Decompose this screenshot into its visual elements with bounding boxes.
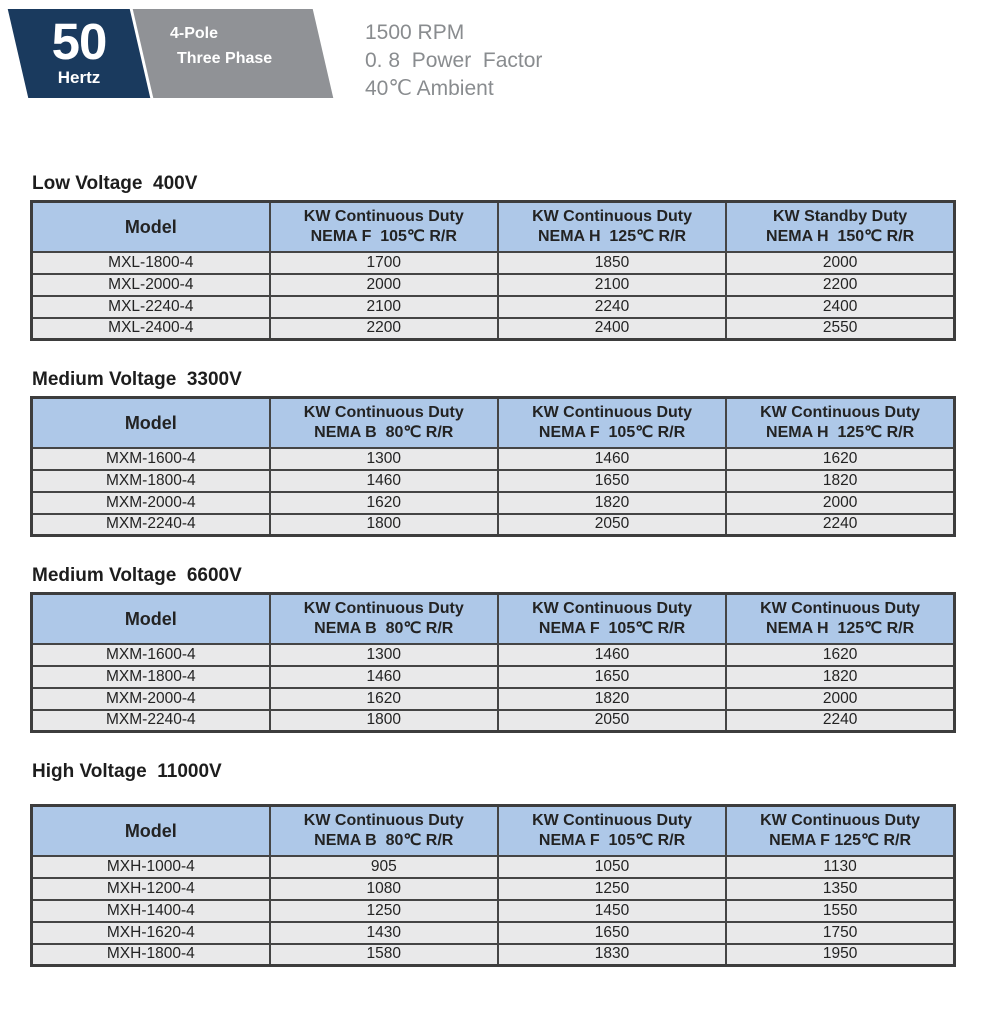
model-cell: MXM-2000-4: [32, 688, 270, 710]
column-header-line: KW Continuous Duty: [303, 811, 464, 829]
value-cell: 2000: [270, 274, 498, 296]
table-row: [32, 470, 955, 492]
spec-table: [30, 396, 956, 537]
model-column-header: [32, 398, 270, 448]
model-cell: MXM-1600-4: [32, 448, 270, 470]
column-header: [726, 594, 954, 644]
column-header-line: KW Continuous Duty: [303, 207, 464, 225]
value-cell: 1300: [270, 644, 498, 666]
column-header: [270, 806, 498, 856]
column-header-line: NEMA H 125℃ R/R: [538, 227, 687, 245]
header-row: [32, 594, 955, 644]
spec-line-ambient: 40℃ Ambient: [365, 77, 494, 100]
spec-table: [30, 804, 956, 967]
spec-line-power-factor: 0. 8 Power Factor: [365, 49, 543, 72]
value-cell: 2200: [726, 274, 954, 296]
column-header-line: KW Continuous Duty: [303, 599, 464, 617]
value-cell: 1130: [726, 856, 954, 878]
value-cell: 1250: [270, 900, 498, 922]
table-row: [32, 856, 955, 878]
table-row: [32, 274, 955, 296]
value-cell: 1650: [498, 470, 726, 492]
model-cell: MXL-2400-4: [32, 318, 270, 340]
value-cell: 1820: [498, 492, 726, 514]
value-cell: 1620: [270, 688, 498, 710]
column-header-line: KW Continuous Duty: [760, 811, 921, 829]
table-row: [32, 644, 955, 666]
column-header: [726, 398, 954, 448]
column-header-line: KW Continuous Duty: [532, 811, 693, 829]
column-header: [498, 398, 726, 448]
column-header-line: KW Continuous Duty: [532, 403, 693, 421]
spec-summary: [365, 19, 542, 103]
value-cell: 1050: [498, 856, 726, 878]
column-header-line: KW Standby Duty: [772, 207, 908, 225]
model-cell: MXH-1000-4: [32, 856, 270, 878]
value-cell: 2240: [726, 514, 954, 536]
model-cell: MXH-1620-4: [32, 922, 270, 944]
value-cell: 1350: [726, 878, 954, 900]
column-header-line: NEMA H 125℃ R/R: [766, 619, 915, 637]
model-cell: MXH-1800-4: [32, 944, 270, 966]
table-row: [32, 296, 955, 318]
header-row: [32, 806, 955, 856]
value-cell: 1460: [270, 470, 498, 492]
spec-line-rpm: 1500 RPM: [365, 21, 465, 44]
value-cell: 1850: [498, 252, 726, 274]
column-header-line: Model: [124, 820, 177, 841]
table-row: [32, 710, 955, 732]
model-cell: MXM-2240-4: [32, 710, 270, 732]
model-column-header: [32, 202, 270, 252]
table-section: [30, 174, 956, 341]
spec-table: [30, 592, 956, 733]
value-cell: 1800: [270, 710, 498, 732]
value-cell: 1080: [270, 878, 498, 900]
value-cell: 1800: [270, 514, 498, 536]
header-row: [32, 398, 955, 448]
model-cell: MXM-2240-4: [32, 514, 270, 536]
column-header-line: NEMA B 80℃ R/R: [314, 423, 454, 441]
model-column-header: [32, 594, 270, 644]
model-cell: MXM-1800-4: [32, 666, 270, 688]
section-title: Low Voltage 400V: [32, 173, 198, 194]
phase-label: Three Phase: [177, 50, 273, 67]
value-cell: 1250: [498, 878, 726, 900]
value-cell: 1460: [498, 644, 726, 666]
value-cell: 1620: [726, 448, 954, 470]
pole-phase-text: [170, 24, 272, 69]
column-header: [270, 594, 498, 644]
value-cell: 905: [270, 856, 498, 878]
column-header-line: NEMA F 105℃ R/R: [538, 619, 686, 637]
table-row: [32, 878, 955, 900]
value-cell: 1830: [498, 944, 726, 966]
value-cell: 2400: [498, 318, 726, 340]
spec-table: [30, 200, 956, 341]
section-title: Medium Voltage 6600V: [32, 565, 242, 586]
column-header: [726, 202, 954, 252]
table-row: [32, 688, 955, 710]
table-section: [30, 370, 956, 537]
model-cell: MXH-1400-4: [32, 900, 270, 922]
value-cell: 2240: [726, 710, 954, 732]
frequency-value: 50: [51, 13, 107, 70]
value-cell: 1650: [498, 922, 726, 944]
column-header-line: KW Continuous Duty: [760, 599, 921, 617]
value-cell: 1820: [726, 470, 954, 492]
value-cell: 2240: [498, 296, 726, 318]
column-header-line: NEMA B 80℃ R/R: [314, 619, 454, 637]
value-cell: 2050: [498, 514, 726, 536]
header-row: [32, 202, 955, 252]
column-header: [270, 398, 498, 448]
table-row: [32, 944, 955, 966]
model-cell: MXM-1600-4: [32, 644, 270, 666]
table-row: [32, 448, 955, 470]
value-cell: 2000: [726, 492, 954, 514]
frequency-unit: Hertz: [57, 68, 101, 87]
column-header-line: NEMA H 150℃ R/R: [766, 227, 915, 245]
table-row: [32, 666, 955, 688]
column-header-line: KW Continuous Duty: [532, 599, 693, 617]
value-cell: 1820: [498, 688, 726, 710]
column-header-line: NEMA F 105℃ R/R: [310, 227, 457, 245]
column-header-line: NEMA B 80℃ R/R: [314, 831, 454, 849]
column-header-line: Model: [124, 412, 177, 433]
column-header: [498, 202, 726, 252]
model-cell: MXL-2240-4: [32, 296, 270, 318]
value-cell: 1580: [270, 944, 498, 966]
section-title: High Voltage 11000V: [32, 761, 222, 782]
model-cell: MXL-2000-4: [32, 274, 270, 296]
frequency-badge-text: [18, 9, 140, 98]
column-header-line: KW Continuous Duty: [532, 207, 693, 225]
value-cell: 2000: [726, 688, 954, 710]
value-cell: 1430: [270, 922, 498, 944]
value-cell: 1820: [726, 666, 954, 688]
value-cell: 2050: [498, 710, 726, 732]
tables-area: [30, 174, 956, 967]
value-cell: 1650: [498, 666, 726, 688]
value-cell: 1700: [270, 252, 498, 274]
table-row: [32, 922, 955, 944]
section-title: Medium Voltage 3300V: [32, 369, 242, 390]
column-header: [498, 806, 726, 856]
value-cell: 1450: [498, 900, 726, 922]
model-column-header: [32, 806, 270, 856]
value-cell: 1460: [270, 666, 498, 688]
column-header-line: NEMA F 105℃ R/R: [538, 423, 686, 441]
column-header-line: NEMA F 105℃ R/R: [538, 831, 686, 849]
model-cell: MXH-1200-4: [32, 878, 270, 900]
column-header: [498, 594, 726, 644]
column-header: [270, 202, 498, 252]
value-cell: 1550: [726, 900, 954, 922]
table-section: [30, 762, 956, 967]
value-cell: 2000: [726, 252, 954, 274]
value-cell: 2100: [498, 274, 726, 296]
column-header-line: Model: [124, 608, 177, 629]
value-cell: 2200: [270, 318, 498, 340]
model-cell: MXM-1800-4: [32, 470, 270, 492]
column-header-line: NEMA H 125℃ R/R: [766, 423, 915, 441]
value-cell: 1460: [498, 448, 726, 470]
value-cell: 1620: [726, 644, 954, 666]
column-header-line: KW Continuous Duty: [760, 403, 921, 421]
column-header-line: NEMA F 125℃ R/R: [769, 831, 912, 849]
value-cell: 2100: [270, 296, 498, 318]
column-header-line: KW Continuous Duty: [303, 403, 464, 421]
value-cell: 1950: [726, 944, 954, 966]
pole-label: 4-Pole: [170, 25, 219, 42]
table-row: [32, 900, 955, 922]
column-header-line: Model: [124, 216, 177, 237]
value-cell: 1750: [726, 922, 954, 944]
model-cell: MXL-1800-4: [32, 252, 270, 274]
table-row: [32, 252, 955, 274]
value-cell: 2400: [726, 296, 954, 318]
column-header: [726, 806, 954, 856]
table-row: [32, 492, 955, 514]
header-badge-area: [0, 9, 985, 101]
value-cell: 2550: [726, 318, 954, 340]
table-row: [32, 318, 955, 340]
model-cell: MXM-2000-4: [32, 492, 270, 514]
table-section: [30, 566, 956, 733]
value-cell: 1300: [270, 448, 498, 470]
table-row: [32, 514, 955, 536]
value-cell: 1620: [270, 492, 498, 514]
